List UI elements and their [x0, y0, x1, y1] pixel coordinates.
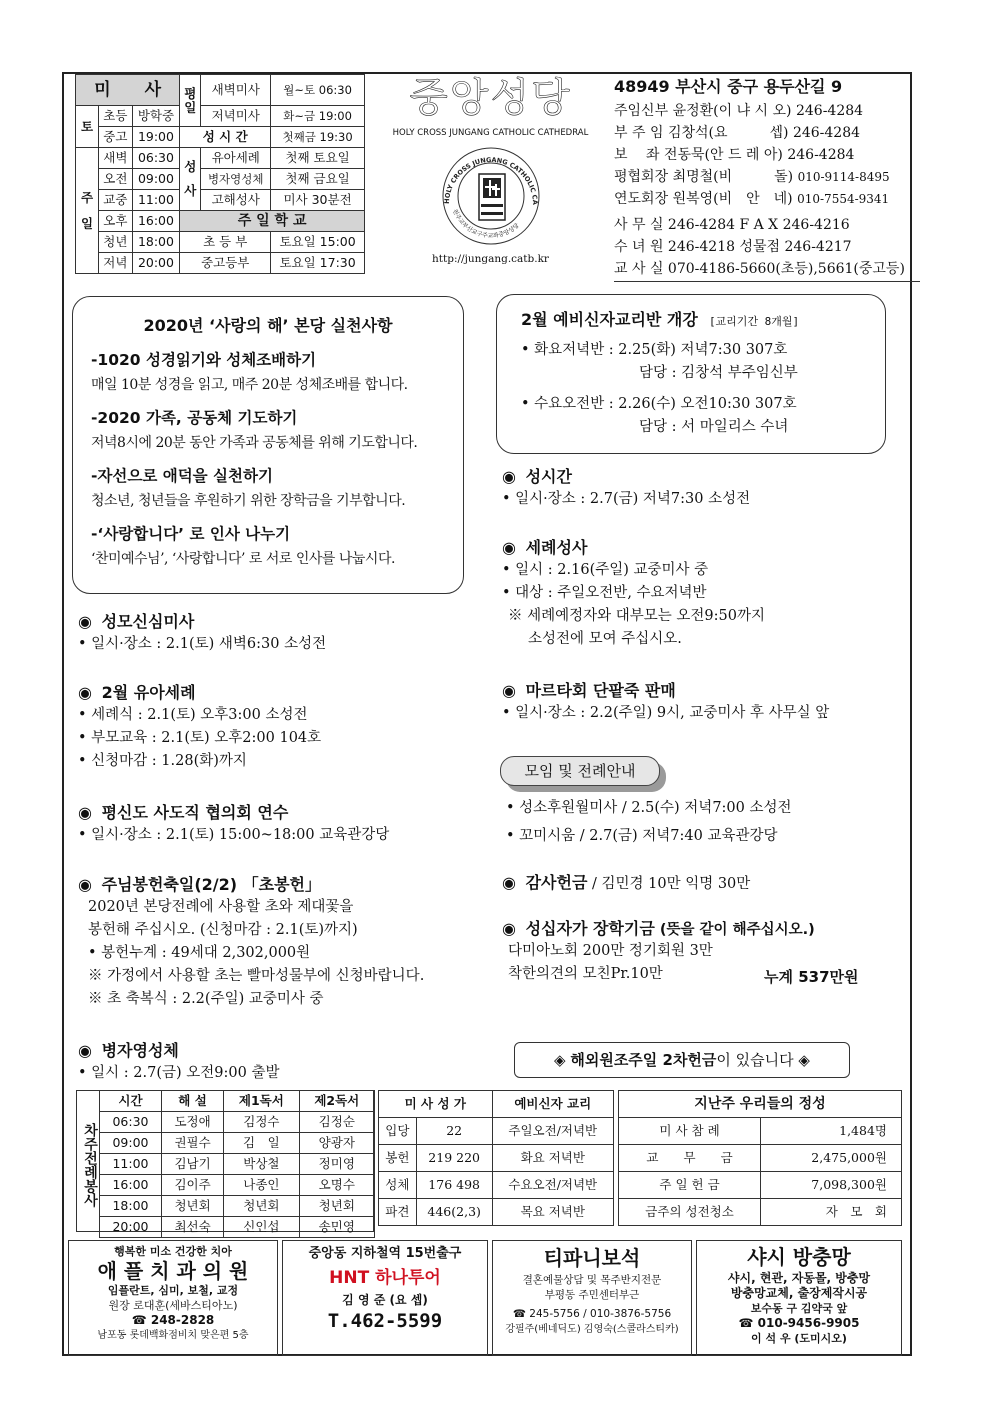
- catechumen-box: [496, 294, 886, 454]
- sunday-school-1-time: 토요일 17:30: [271, 253, 365, 274]
- staff-name: 최명철(비 돌): [672, 169, 794, 185]
- section-line: • 일시 : 2.7(금) 오전9:00 출발: [78, 1065, 280, 1081]
- duty-block: [76, 1090, 374, 1232]
- section-title: 세례성사: [525, 538, 588, 557]
- offering-row: [619, 1145, 902, 1172]
- thanks-title: 감사헌금: [525, 873, 588, 892]
- stats-cell: 화요 저녁반: [492, 1145, 613, 1172]
- offering-value: 자 모 회: [761, 1199, 902, 1226]
- practice-item-body: ‘찬미예수님’, ‘사랑합니다’ 로 서로 인사를 나눕시다.: [91, 551, 395, 567]
- sunday-school-0-time: 토요일 15:00: [271, 232, 365, 253]
- staff-name: 윤정환(이 냐 시 오): [672, 103, 792, 119]
- sun-row-4-name: 청년: [99, 232, 133, 253]
- sun-row-0-time: 06:30: [132, 148, 180, 169]
- contact-block: [614, 74, 912, 280]
- duty-header-cell: 제2독서: [299, 1091, 374, 1112]
- thanks-detail: / 김민경 10만 익명 30만: [587, 876, 751, 892]
- ad-line: 샤시, 현관, 자동몰, 방충망: [727, 1271, 871, 1285]
- ad-sash: [696, 1240, 902, 1356]
- staff-role: 주임신부: [614, 103, 669, 119]
- staff-tel: 010-9114-8495: [797, 170, 890, 184]
- ad-line: 남포동 롯데백화점비치 맞은편 5층: [97, 1330, 249, 1341]
- practice-box: [72, 296, 464, 594]
- sacrament-1-time: 첫째 금요일: [271, 169, 365, 190]
- duty-cell: 오명수: [299, 1175, 374, 1196]
- section-line: 2020년 본당전례에 사용할 초와 제대꽃을: [88, 899, 354, 915]
- office-line: 수 녀 원 246-4218 성물점 246-4217: [614, 239, 852, 255]
- section-line: • 부모교육 : 2.1(토) 오후2:00 104호: [78, 730, 322, 746]
- church-url[interactable]: http://jungang.catb.kr: [432, 253, 549, 265]
- church-logo-icon: [431, 144, 551, 249]
- mass-label: 미 사: [76, 75, 180, 106]
- sat-row-1-time: 19:00: [132, 127, 180, 148]
- section-line: 봉헌해 주십시오. (신청마감 : 2.1(토)까지): [88, 922, 358, 938]
- section-sick-communion: [78, 1040, 279, 1085]
- section-martha-sale: [502, 680, 829, 725]
- stats-cell: 219 220: [416, 1145, 492, 1172]
- catechumen-line-0: • 화요저녁반 : 2.25(화) 저녁7:30 307호: [521, 342, 788, 358]
- scholarship-title: 성십자가 장학기금: [525, 919, 655, 938]
- duty-cell: 16:00: [100, 1175, 162, 1196]
- overseas-pre: ◈: [554, 1051, 571, 1069]
- duty-cell: 청년회: [299, 1196, 374, 1217]
- catechumen-title: 2월 예비신자교리반 개강: [521, 310, 698, 329]
- section-laity-training: [78, 802, 389, 847]
- staff-tel: 246-4284: [792, 125, 861, 141]
- ad-line: 중앙동 지하철역 15번출구: [308, 1246, 462, 1261]
- saturday-label: 토: [76, 106, 99, 148]
- offering-label: 금주의 성전청소: [619, 1199, 761, 1226]
- scholarship-line-1: 착한의견의 모친Pr.10만: [508, 966, 663, 982]
- staff-tel: 246-4284: [795, 103, 864, 119]
- offering-row: [619, 1172, 902, 1199]
- stats-row: [379, 1199, 614, 1226]
- practice-item-head: -2020 가족, 공동체 기도하기: [91, 409, 298, 427]
- catechumen-line-3: 담당 : 서 마일리스 수녀: [639, 419, 789, 435]
- sun-row-2-name: 교중: [99, 190, 133, 211]
- stats-cell: 주일오전/저녁반: [492, 1118, 613, 1145]
- sacrament-2-time: 미사 30분전: [271, 190, 365, 211]
- sun-row-1-name: 오전: [99, 169, 133, 190]
- section-line: 소성전에 모여 주십시오.: [528, 631, 682, 647]
- section-line: • 신청마감 : 1.28(화)까지: [78, 753, 247, 769]
- section-line: ※ 세례예정자와 대부모는 오전9:50까지: [508, 608, 765, 624]
- section-infant-baptism: [78, 682, 321, 773]
- sunday-label: 주일: [76, 148, 99, 274]
- stats-cell: 파견: [379, 1199, 417, 1226]
- meeting-label: 모임 및 전례안내: [500, 756, 660, 786]
- section-baptism: [502, 537, 765, 651]
- thanks-offering: [502, 872, 750, 894]
- section-line: • 세례식 : 2.1(토) 오후3:00 소성전: [78, 707, 308, 723]
- duty-cell: 김정수: [224, 1112, 299, 1133]
- practice-title: 2020년 ‘사랑의 해’ 본당 실천사항: [143, 316, 393, 335]
- staff-role: 연도회장: [614, 191, 669, 207]
- ad-line: 원장 로대훈(세바스티아노): [108, 1299, 238, 1312]
- duty-cell: 09:00: [100, 1133, 162, 1154]
- weekday-dawn-time: 월~토 06:30: [271, 75, 365, 106]
- meeting-line-0: • 성소후원월미사 / 2.5(수) 저녁7:00 소성전: [506, 800, 792, 816]
- section-line: • 일시·장소 : 2.7(금) 저녁7:30 소성전: [502, 491, 751, 507]
- sacrament-label: 성사: [180, 148, 201, 211]
- sacrament-2-name: 고해성사: [201, 190, 271, 211]
- staff-role: 평협회장: [614, 169, 669, 185]
- sunday-school-1-name: 중고등부: [180, 253, 271, 274]
- scholarship-total: 누계 537만원: [764, 968, 859, 986]
- sun-row-3-name: 오후: [99, 211, 133, 232]
- section-marker-icon: ◉: [502, 919, 516, 938]
- ad-line: 김 영 준 (요 셉): [342, 1293, 428, 1307]
- staff-row: [614, 166, 912, 188]
- offering-value: 2,475,000원: [761, 1145, 902, 1172]
- duty-table: [99, 1090, 375, 1238]
- section-line: • 일시·장소 : 2.1(토) 15:00~18:00 교육관강당: [78, 827, 390, 843]
- ad-line: ☎ 245-5756 / 010-3876-5756: [512, 1308, 672, 1320]
- offering-value: 1,484명: [761, 1118, 902, 1145]
- logo-ring-text-kr: 천주교부산교구주교좌중앙성당: [450, 208, 521, 240]
- duty-cell: 송민영: [299, 1217, 374, 1238]
- duty-cell: 11:00: [100, 1154, 162, 1175]
- duty-side-label: 차주전례봉사: [82, 1123, 98, 1207]
- meeting-line-1: • 꼬미시움 / 2.7(금) 저녁7:40 교육관강당: [506, 828, 778, 844]
- duty-cell: 나종인: [224, 1175, 299, 1196]
- stats-header-row: [379, 1091, 614, 1118]
- section-holy-hour: [502, 466, 750, 511]
- duty-cell: 정미영: [299, 1154, 374, 1175]
- weekday-evening-time: 화~금 19:00: [271, 106, 365, 127]
- sun-row-3-time: 16:00: [132, 211, 180, 232]
- sacrament-1-name: 병자영성체: [201, 169, 271, 190]
- ad-line: HNT 하나투어: [329, 1268, 441, 1288]
- practice-item-body: 청소년, 청년들을 후원하기 위한 장학금을 기부합니다.: [91, 493, 406, 509]
- overseas-bold: 해외원조주일 2차헌금: [570, 1051, 717, 1069]
- ad-line: 샤시 방충망: [747, 1245, 851, 1269]
- section-marker-icon: ◉: [502, 681, 516, 700]
- staff-tel: 246-4284: [787, 147, 855, 163]
- weekday-dawn-name: 새벽미사: [201, 75, 271, 106]
- scholarship: [502, 918, 882, 986]
- offering-header-cell: 지난주 우리들의 정성: [619, 1091, 902, 1118]
- staff-name: 김창석(요 셉): [667, 125, 789, 141]
- sacrament-0-name: 유아세례: [201, 148, 271, 169]
- scholarship-line-0: 다미아노회 200만 정기회원 3만: [508, 943, 713, 959]
- section-line: ※ 초 축복식 : 2.2(주일) 교중미사 중: [88, 991, 324, 1007]
- sun-row-2-time: 11:00: [132, 190, 180, 211]
- staff-name: 원복영(비 안 네): [672, 191, 793, 207]
- practice-items: [91, 347, 463, 571]
- sun-row-5-name: 저녁: [99, 253, 133, 274]
- overseas-aid-box: [514, 1042, 850, 1078]
- section-marker-icon: ◉: [78, 803, 92, 822]
- sat-row-0-time: 방학중: [132, 106, 180, 127]
- section-line: • 대상 : 주일오전반, 수요저녁반: [502, 585, 707, 601]
- ad-line: 결혼예물상담 및 목주반지전문: [522, 1274, 662, 1286]
- overseas-post: 이 있습니다 ◈: [716, 1051, 810, 1069]
- section-marker-icon: ◉: [78, 1041, 92, 1060]
- section-marker-icon: ◉: [502, 467, 516, 486]
- duty-cell: 18:00: [100, 1196, 162, 1217]
- seongsi-label: 성 시 간: [180, 127, 271, 148]
- offering-label: 교 무 금: [619, 1145, 761, 1172]
- section-title: 주님봉헌축일(2/2) 「초봉헌」: [101, 875, 321, 894]
- sun-row-5-time: 20:00: [132, 253, 180, 274]
- ad-line: 방충망교체, 출장제작시공: [730, 1286, 868, 1300]
- section-mary-mass: [78, 611, 326, 656]
- stats-cell: 목요 저녁반: [492, 1199, 613, 1226]
- offering-value: 7,098,300원: [761, 1172, 902, 1199]
- staff-row: [614, 144, 912, 166]
- stats-row: [379, 1145, 614, 1172]
- staff-name: 전동묵(안 드 레 아): [663, 147, 783, 163]
- ad-line: 이 석 우 (도미시오): [751, 1332, 847, 1345]
- duty-cell: 최선숙: [161, 1217, 223, 1238]
- stats-row: [379, 1172, 614, 1199]
- catechumen-line-2: • 수요오전반 : 2.26(수) 오전10:30 307호: [521, 396, 797, 412]
- duty-row: [100, 1217, 375, 1238]
- stats-header-cell: 미 사 성 가: [379, 1091, 493, 1118]
- section-marker-icon: ◉: [78, 875, 92, 894]
- contact-underline: [614, 281, 920, 282]
- offering-row: [619, 1199, 902, 1226]
- duty-cell: 김정순: [299, 1112, 374, 1133]
- ad-tiffany: [492, 1240, 692, 1356]
- sat-row-0-name: 초등: [99, 106, 133, 127]
- section-title: 성시간: [525, 467, 572, 486]
- weekday-evening-name: 저녁미사: [201, 106, 271, 127]
- practice-item-head: -‘사랑합니다’ 로 인사 나누기: [91, 525, 291, 543]
- offering-row: [619, 1118, 902, 1145]
- section-line: ※ 가정에서 사용할 초는 빨마성물부에 신청바랍니다.: [88, 968, 425, 984]
- section-marker-icon: ◉: [502, 538, 516, 557]
- offering-label: 주 일 헌 금: [619, 1172, 761, 1199]
- ad-line: 부평동 주민센터부근: [544, 1289, 640, 1301]
- stats-cell: 176 498: [416, 1172, 492, 1199]
- ad-hanatour: [282, 1240, 488, 1356]
- ad-dental: [68, 1240, 278, 1356]
- section-title: 병자영성체: [101, 1041, 179, 1060]
- section-title: 평신도 사도직 협의회 연수: [101, 803, 289, 822]
- stats-header-cell: 예비신자 교리: [492, 1091, 613, 1118]
- stats-cell: 22: [416, 1118, 492, 1145]
- seongsi-time: 첫째금 19:30: [271, 127, 365, 148]
- duty-row: [100, 1112, 375, 1133]
- stats-cell: 446(2,3): [416, 1199, 492, 1226]
- stats-row: [379, 1118, 614, 1145]
- duty-cell: 신인섭: [224, 1217, 299, 1238]
- duty-header-cell: 해 설: [161, 1091, 223, 1112]
- duty-cell: 청년회: [224, 1196, 299, 1217]
- church-name: 중앙성당: [409, 75, 572, 121]
- sacrament-0-time: 첫째 토요일: [271, 148, 365, 169]
- practice-item-head: -1020 성경읽기와 성체조배하기: [91, 351, 317, 369]
- staff-list: [614, 100, 912, 210]
- duty-cell: 김이주: [161, 1175, 223, 1196]
- ad-line: T.462-5599: [327, 1310, 443, 1332]
- ad-line: 강필주(베네딕도) 김영숙(스콜라스티카): [505, 1324, 679, 1335]
- catechumen-line-1: 담당 : 김창석 부주임신부: [639, 365, 798, 381]
- staff-row: [614, 122, 912, 144]
- duty-cell: 김 일: [224, 1133, 299, 1154]
- stats-cell: 입당: [379, 1118, 417, 1145]
- offering-label: 미 사 참 례: [619, 1118, 761, 1145]
- mass-times-table: [75, 74, 365, 274]
- section-marker-icon: ◉: [502, 873, 516, 892]
- sat-row-1-name: 중고: [99, 127, 133, 148]
- practice-item-body: 매일 10분 성경을 읽고, 매주 20분 성체조배를 합니다.: [91, 377, 408, 393]
- offering-header-row: [619, 1091, 902, 1118]
- section-line: • 일시 : 2.16(주일) 교중미사 중: [502, 562, 709, 578]
- ad-line: ☎ 010-9456-9905: [738, 1316, 860, 1330]
- church-english: HOLY CROSS JUNGANG CATHOLIC CATHEDRAL: [392, 128, 589, 138]
- stats-table: [378, 1090, 614, 1226]
- sun-row-0-name: 새벽: [99, 148, 133, 169]
- office-line: 교 사 실 070-4186-5660(초등),5661(중고등): [614, 261, 905, 277]
- duty-cell: 도정애: [161, 1112, 223, 1133]
- duty-cell: 박상철: [224, 1154, 299, 1175]
- duty-cell: 양광자: [299, 1133, 374, 1154]
- ad-line: 보수동 구 김약국 앞: [750, 1302, 848, 1315]
- section-title: 성모신심미사: [101, 612, 195, 631]
- duty-row: [100, 1154, 375, 1175]
- staff-role: 부 주 임: [614, 125, 664, 141]
- section-title: 마르타회 단팥죽 판매: [525, 681, 676, 700]
- weekday-label: 평일: [180, 75, 201, 127]
- ad-line: 티파니보석: [543, 1246, 641, 1270]
- staff-row: [614, 100, 912, 122]
- stats-cell: 수요오전/저녁반: [492, 1172, 613, 1199]
- scholarship-note: (뜻을 같이 해주십시오.): [654, 922, 815, 938]
- catechumen-note: [교리기간 8개월]: [708, 315, 800, 328]
- section-line: • 일시·장소 : 2.1(토) 새벽6:30 소성전: [78, 636, 327, 652]
- church-title-block: [368, 70, 613, 280]
- duty-header-row: [100, 1091, 375, 1112]
- sun-row-4-time: 18:00: [132, 232, 180, 253]
- ad-line: ☎ 248-2828: [131, 1313, 215, 1327]
- ad-line: 임플란트, 심미, 보철, 교정: [107, 1284, 239, 1297]
- duty-cell: 06:30: [100, 1112, 162, 1133]
- practice-item-body: 저녁8시에 20분 동안 가족과 공동체를 위해 기도합니다.: [91, 435, 418, 451]
- duty-row: [100, 1133, 375, 1154]
- address: 48949 부산시 중구 용두산길 9: [614, 77, 843, 96]
- office-list: [614, 214, 912, 280]
- duty-cell: 김남기: [161, 1154, 223, 1175]
- meeting-lines: [506, 794, 792, 850]
- duty-row: [100, 1196, 375, 1217]
- office-line: 사 무 실 246-4284 F A X 246-4216: [614, 217, 850, 233]
- ad-line: 애 플 치 과 의 원: [97, 1259, 249, 1283]
- section-line: • 봉헌누계 : 49세대 2,302,000원: [88, 945, 311, 961]
- section-marker-icon: ◉: [78, 612, 92, 631]
- staff-row: [614, 188, 912, 210]
- staff-tel: 010-7554-9341: [797, 192, 890, 206]
- duty-row: [100, 1175, 375, 1196]
- sun-row-1-time: 09:00: [132, 169, 180, 190]
- ad-line: 행복한 미소 건강한 치아: [114, 1245, 232, 1258]
- duty-cell: 권필수: [161, 1133, 223, 1154]
- stats-cell: 성체: [379, 1172, 417, 1199]
- section-line: • 일시·장소 : 2.2(주일) 9시, 교중미사 후 사무실 앞: [502, 705, 830, 721]
- duty-header-cell: 시간: [100, 1091, 162, 1112]
- logo-ring-text: HOLY CROSS JUNGANG CATHOLIC CA: [442, 155, 539, 205]
- duty-header-cell: 제1독서: [224, 1091, 299, 1112]
- section-title: 2월 유아세례: [101, 683, 196, 702]
- stats-cell: 봉헌: [379, 1145, 417, 1172]
- practice-item-head: -자선으로 애덕을 실천하기: [91, 467, 273, 485]
- staff-role: 보 좌: [614, 147, 660, 163]
- section-marker-icon: ◉: [78, 683, 92, 702]
- duty-cell: 청년회: [161, 1196, 223, 1217]
- section-candle-offering: [78, 874, 424, 1011]
- sunday-school-0-name: 초 등 부: [180, 232, 271, 253]
- duty-cell: 20:00: [100, 1217, 162, 1238]
- sunday-school-label: 주 일 학 교: [180, 211, 365, 232]
- offering-table: [618, 1090, 902, 1226]
